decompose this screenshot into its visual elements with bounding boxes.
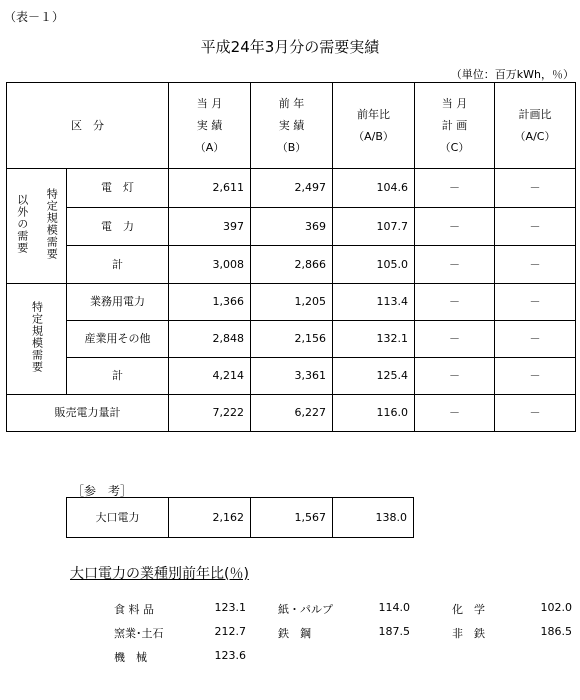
value-ac: － — [495, 284, 576, 321]
total-row — [7, 395, 576, 432]
value-b: 3,361 — [251, 358, 333, 395]
header-plan: 当 月 計 画 （C） — [415, 83, 495, 169]
total-ab: 116.0 — [333, 395, 415, 432]
value-b: 1,205 — [251, 284, 333, 321]
value-ab: 104.6 — [333, 169, 415, 208]
industry-name: 窯業･土石 — [114, 627, 164, 640]
row-label: 計 — [67, 358, 169, 395]
header-kubun: 区 分 — [7, 83, 169, 169]
value-a: 2,611 — [169, 169, 251, 208]
table-row — [7, 358, 576, 395]
industry-name: 機 械 — [114, 651, 147, 664]
row-label: 計 — [67, 246, 169, 284]
value-ab: 132.1 — [333, 321, 415, 358]
industry-value: 123.6 — [214, 649, 246, 662]
total-b: 6,227 — [251, 395, 333, 432]
value-c: － — [415, 246, 495, 284]
total-ac: － — [495, 395, 576, 432]
industry-value: 102.0 — [540, 601, 572, 614]
value-c: － — [415, 321, 495, 358]
group1-outer-label: 以外の需要 — [7, 169, 37, 284]
value-ab: 125.4 — [333, 358, 415, 395]
industry-name: 鉄 鋼 — [278, 627, 311, 640]
table-row — [7, 284, 576, 321]
industry-title: 大口電力の業種別前年比(％) — [70, 566, 249, 582]
unit-label: （単位：百万kWh，％） — [450, 68, 574, 81]
industry-value: 212.7 — [214, 625, 246, 638]
industry-value: 123.1 — [214, 601, 246, 614]
table-row — [7, 321, 576, 358]
industry-name: 紙・パルプ — [278, 603, 333, 616]
value-a: 2,848 — [169, 321, 251, 358]
value-ac: － — [495, 321, 576, 358]
table-row — [7, 169, 576, 208]
table-label: （表－１） — [4, 10, 65, 24]
value-a: 3,008 — [169, 246, 251, 284]
value-c: － — [415, 358, 495, 395]
industry-name: 非 鉄 — [452, 627, 485, 640]
value-ab: 113.4 — [333, 284, 415, 321]
table-row — [7, 208, 576, 246]
value-ac: － — [495, 208, 576, 246]
group2-label: 特定規模需要 — [7, 284, 67, 395]
table-row — [7, 246, 576, 284]
reference-b: 1,567 — [251, 498, 333, 538]
industry-value: 114.0 — [378, 601, 410, 614]
reference-a: 2,162 — [169, 498, 251, 538]
total-c: － — [415, 395, 495, 432]
value-b: 2,156 — [251, 321, 333, 358]
page-title: 平成24年3月分の需要実績 — [200, 38, 380, 56]
value-b: 2,497 — [251, 169, 333, 208]
row-label: 産業用その他 — [67, 321, 169, 358]
reference-table — [66, 497, 414, 538]
value-c: － — [415, 208, 495, 246]
value-b: 369 — [251, 208, 333, 246]
header-current-actual: 当 月 実 績 （A） — [169, 83, 251, 169]
total-label: 販売電力量計 — [7, 395, 169, 432]
value-a: 1,366 — [169, 284, 251, 321]
reference-label: 大口電力 — [67, 498, 169, 538]
value-c: － — [415, 169, 495, 208]
total-a: 7,222 — [169, 395, 251, 432]
table-row — [67, 498, 414, 538]
group1-inner-label: 特定規模需要 — [37, 169, 67, 284]
value-ac: － — [495, 246, 576, 284]
value-ab: 105.0 — [333, 246, 415, 284]
value-a: 4,214 — [169, 358, 251, 395]
value-ab: 107.7 — [333, 208, 415, 246]
industry-name: 化 学 — [452, 603, 485, 616]
industry-value: 187.5 — [378, 625, 410, 638]
demand-table — [6, 82, 576, 432]
header-yoy-ratio: 前年比 （A/B） — [333, 83, 415, 169]
value-ac: － — [495, 169, 576, 208]
reference-heading: ［参 考］ — [72, 484, 133, 498]
value-a: 397 — [169, 208, 251, 246]
header-plan-ratio: 計画比 （A/C） — [495, 83, 576, 169]
reference-ab: 138.0 — [333, 498, 414, 538]
value-c: － — [415, 284, 495, 321]
industry-name: 食 料 品 — [114, 603, 154, 616]
row-label: 電 力 — [67, 208, 169, 246]
header-prev-actual: 前 年 実 績 （B） — [251, 83, 333, 169]
value-ac: － — [495, 358, 576, 395]
industry-value: 186.5 — [540, 625, 572, 638]
row-label: 業務用電力 — [67, 284, 169, 321]
value-b: 2,866 — [251, 246, 333, 284]
row-label: 電 灯 — [67, 169, 169, 208]
